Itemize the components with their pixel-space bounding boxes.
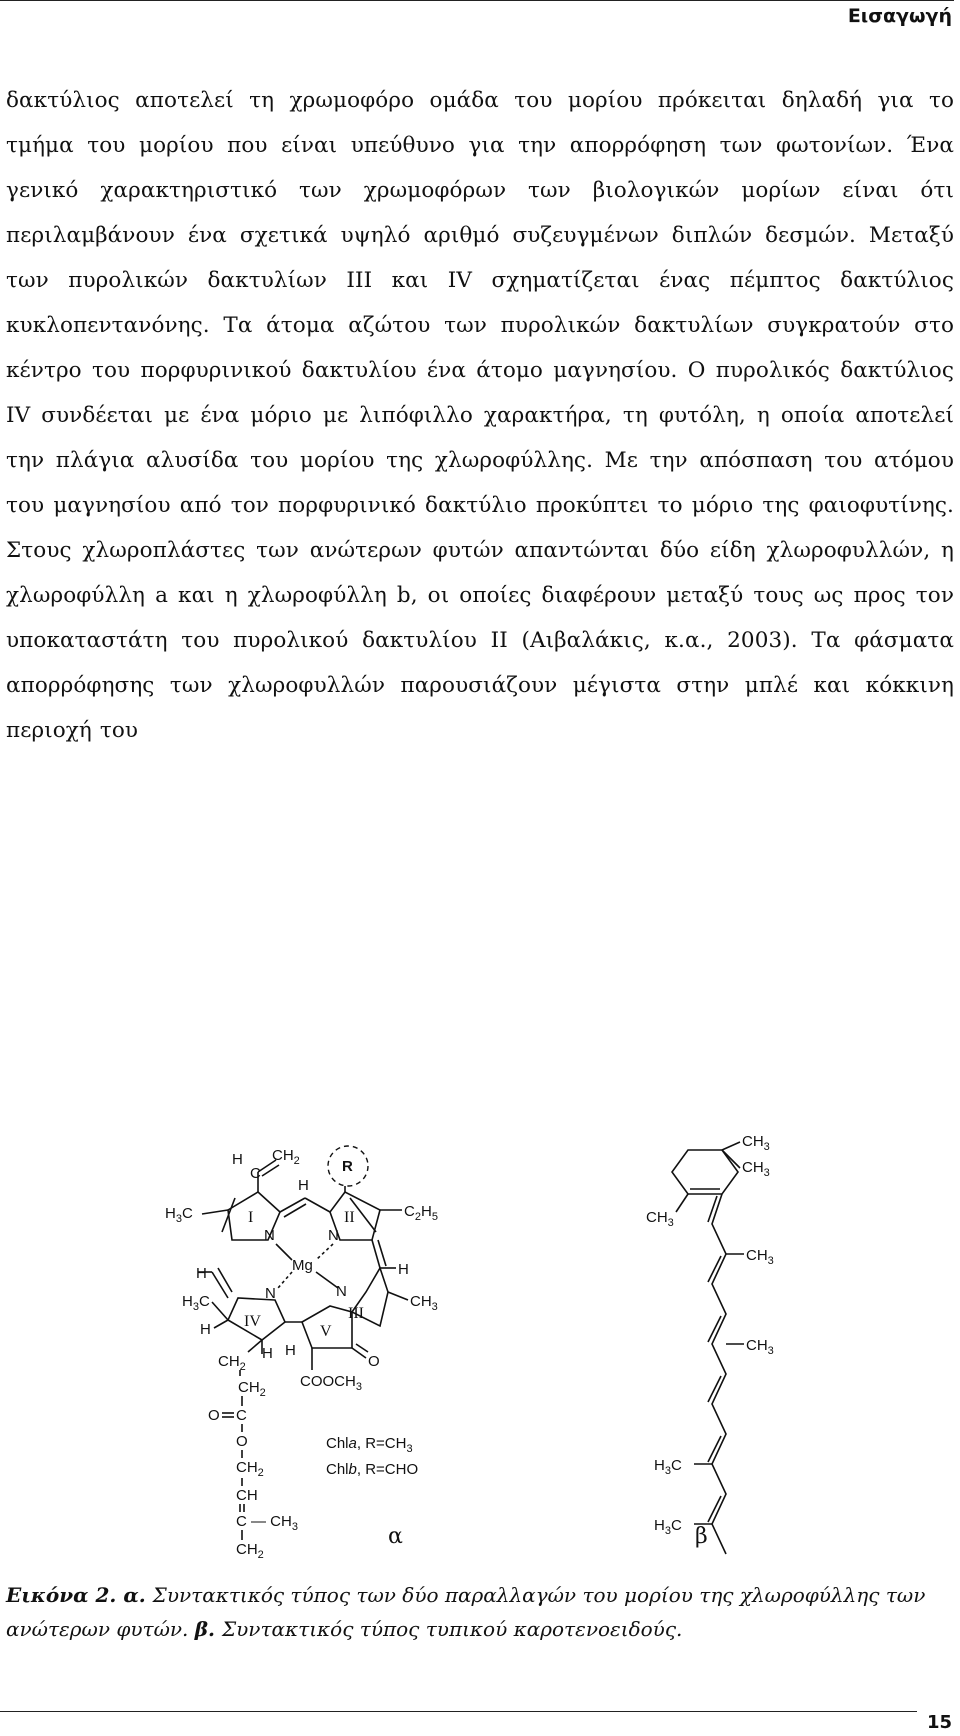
meso-h-left-label: H	[196, 1265, 207, 1282]
carotene-h3c-2: $H_3C$	[654, 1517, 682, 1537]
figure-caption: Εικόνα 2. α. Συντακτικός τύπος των δύο παραλλαγών του μορίου της χλωροφύλλης των ανώτερων φυτών. β. Συντακτικός τύπος τυπικού καροτενοειδούς.	[6, 1583, 926, 1641]
n2-label: N	[328, 1227, 339, 1244]
carotene-ch3-3: $CH_3$	[646, 1209, 674, 1229]
running-title: Εισαγωγή	[847, 5, 952, 27]
figure-2	[0, 1130, 960, 1560]
ring-v-label: V	[320, 1323, 332, 1340]
vinyl-ch2-label: $CH_2$	[272, 1147, 300, 1167]
chain-carbonyl-c: C	[236, 1407, 247, 1424]
carotene-ch3-4: $CH_3$	[746, 1247, 774, 1267]
carotene-ch3-2: $CH_3$	[742, 1159, 770, 1179]
ester-label: $COOCH_3$	[300, 1373, 362, 1393]
chemical-structures	[0, 1130, 960, 1560]
chlorophyll-structure	[165, 1146, 438, 1560]
footer-rule	[0, 1711, 917, 1712]
carotene-h3c-1: $H_3C$	[654, 1457, 682, 1477]
ring1-methyl-label: $H_3C$	[165, 1205, 193, 1225]
header-rule	[0, 0, 954, 1]
variant-a-label: Chla, $R=CH_3$	[326, 1435, 413, 1455]
n3-label: N	[336, 1283, 347, 1300]
chain-ch2-1: $CH_2$	[218, 1353, 246, 1373]
r-group-label: R	[342, 1158, 353, 1175]
caption-part-a-label: α	[123, 1583, 139, 1607]
body-paragraph: δακτύλιος αποτελεί τη χρωμοφόρο ομάδα του μορίου πρόκειται δηλαδή για το τμήμα του μορίου που είναι υπεύθυνο για την απορρόφηση των φωτονίων. Ένα γενικό χαρακτηριστικό των χρωμοφόρων των βιολογικών μορίων είναι ότι περιλαμβάνουν ένα σχετικά υψηλό αριθμό συζευγμένων διπλών δεσμών. Μεταξύ των πυρολικών δακτυλίων ΙΙΙ και IV σχηματίζεται ένας πέμπτος δακτύλιος κυκλοπεντανόνης. Τα άτομα αζώτου των πυρολικών δακτυλίων συγκρατούν στο κέντρο του πορφυρινικού δακτυλίου ένα άτομο μαγνησίου. Ο πυρολικός δακτύλιος IV συνδέεται με ένα μόριο με λιπόφιλλο χαρακτήρα, τη φυτόλη, η οποία αποτελεί την πλάγια αλυσίδα του μορίου της χλωροφύλλης. Με την απόσπαση του ατόμου του μαγνησίου από τον πορφυρινικό δακτύλιο προκύπτει το μόριο της φαιοφυτίνης. Στους χλωροπλάστες των ανώτερων φυτών απαντώνται δύο είδη χλωροφυλλών, η χλωροφύλλη a και η χλωροφύλλη b, οι οποίες διαφέρουν μεταξύ τους ως προς τον υποκαταστάτη του πυρολικού δακτυλίου ΙΙ (Αιβαλάκις, κ.α., 2003). Τα φάσματα απορρόφησης των χλωροφυλλών παρουσιάζουν μέγιστα στην μπλέ και κόκκινη περιοχή του	[6, 88, 954, 743]
chain-ester-o: O	[236, 1433, 248, 1450]
subfigure-a-label: α	[388, 1524, 403, 1549]
meso-h-top-label: H	[298, 1177, 309, 1194]
variant-b-label: Chlb, R=CHO	[326, 1461, 419, 1478]
keto-o-label: O	[368, 1353, 380, 1370]
ring-i-label: I	[248, 1209, 254, 1226]
chain-carbonyl-o: O	[208, 1407, 220, 1424]
ring-iii-label: III	[348, 1305, 364, 1322]
ring4-methyl-label: $H_3C$	[182, 1293, 210, 1313]
chain-ch2-3: $CH_2$	[236, 1459, 264, 1479]
subfigure-b-label: β	[695, 1524, 708, 1549]
ring3-methyl-label: $CH_3$	[410, 1293, 438, 1313]
mg-label: Mg	[292, 1257, 313, 1274]
chain-ch2-2: $CH_2$	[238, 1379, 266, 1399]
ring-iv-label: IV	[244, 1313, 261, 1330]
meso-h-right-label: H	[398, 1261, 409, 1278]
caption-part-b-text: Συντακτικός τύπος τυπικού καροτενοειδούς.	[221, 1617, 683, 1641]
chain-c-methyl: C — $CH_3$	[236, 1513, 298, 1533]
caption-part-b-label: β	[194, 1617, 209, 1641]
chain-ch: CH	[236, 1487, 258, 1504]
ring-ii-label: II	[344, 1209, 355, 1226]
ring5-h-label: H	[285, 1342, 296, 1359]
carotene-ch3-1: $CH_3$	[742, 1133, 770, 1153]
page-number: 15	[926, 1712, 952, 1733]
ring4-h-label: H	[200, 1321, 211, 1338]
chain-ch2-4: $CH_2$	[236, 1541, 264, 1560]
n1-label: N	[264, 1227, 275, 1244]
ring4-h2-label: H	[262, 1345, 273, 1362]
vinyl-c-label: C	[250, 1165, 261, 1182]
caption-label: Εικόνα 2	[6, 1583, 110, 1607]
carotenoid-structure	[646, 1133, 774, 1554]
caption-part-a-text: Συντακτικός τύπος των δύο παραλλαγών του μορίου της χλωροφύλλης των ανώτερων φυτών.	[6, 1583, 926, 1641]
carotene-ch3-5: $CH_3$	[746, 1337, 774, 1357]
n4-label: N	[265, 1285, 276, 1302]
ethyl-label: $C_2H_5$	[404, 1203, 438, 1223]
vinyl-h-label: H	[232, 1151, 243, 1168]
